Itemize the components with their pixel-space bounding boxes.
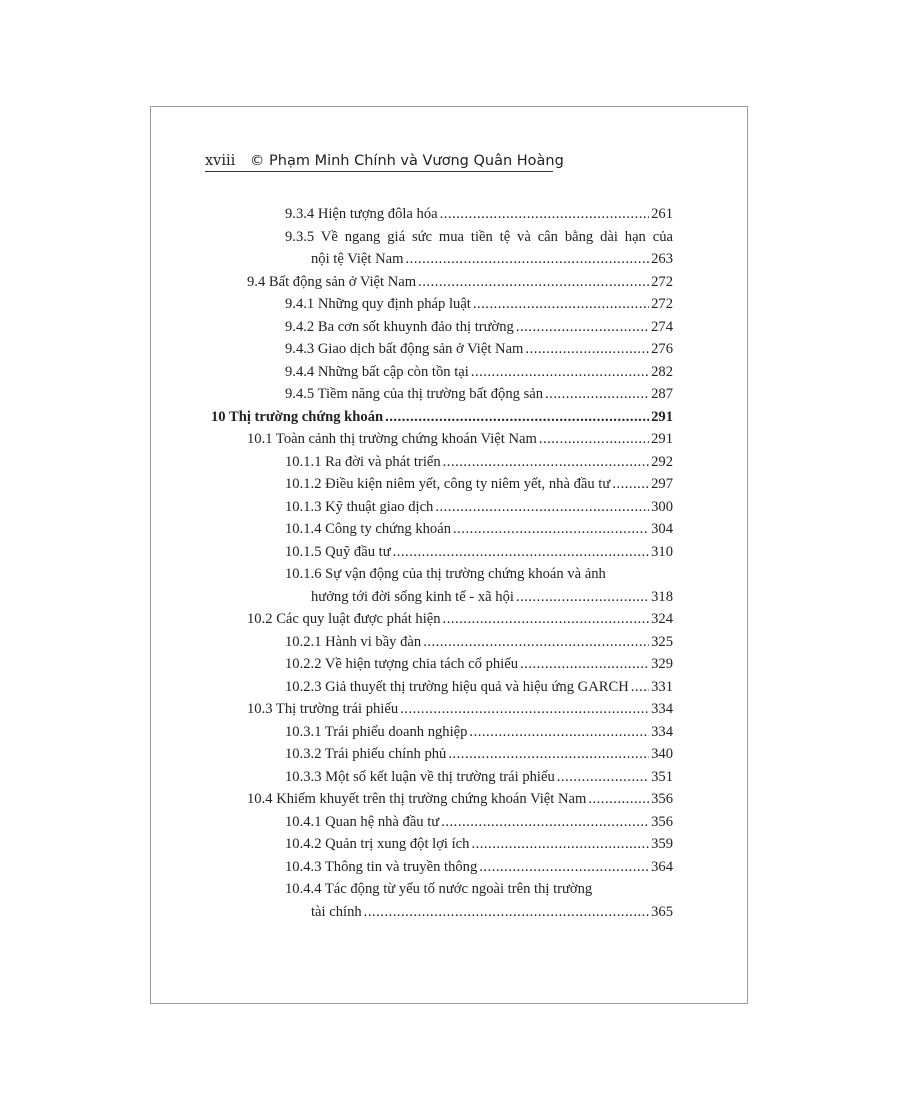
toc-leader-dots: [443, 451, 649, 474]
toc-leader-dots: [423, 631, 649, 654]
toc-page-number: 292: [651, 453, 673, 470]
toc-page-number: 340: [651, 746, 673, 762]
toc-leader-dots: [405, 248, 649, 271]
toc-entry: [151, 203, 749, 226]
toc-entry: [151, 608, 749, 631]
toc-entry: [151, 676, 749, 699]
toc-leader-dots: [385, 406, 649, 429]
toc-entry-continuation: [151, 248, 749, 271]
header-title: © Phạm Minh Chính và Vương Quân Hoàng: [249, 153, 564, 169]
toc-page-number: 334: [651, 723, 673, 740]
toc-entry: [151, 226, 749, 249]
toc-entry: [151, 451, 749, 474]
toc-page-number: 324: [651, 611, 673, 627]
toc-page-number: 325: [651, 633, 673, 650]
toc-entry-title: 9.4.4 Những bất cập còn tồn tại: [285, 363, 469, 380]
toc-leader-dots: [539, 428, 649, 451]
toc-entry: [151, 293, 749, 316]
toc-entry-title: 9.4 Bất động sản ở Việt Nam: [247, 273, 417, 290]
toc-entry-title: 10.4.3 Thông tin và truyền thông: [285, 858, 478, 875]
toc-page-number: 351: [651, 768, 673, 785]
toc-entry-title: 10.1.2 Điều kiện niêm yết, công ty niêm yết, nhà đầu tư: [285, 476, 611, 492]
toc-entry: [151, 698, 749, 721]
toc-entry-title: 9.4.3 Giao dịch bất động sản ở Việt Nam: [285, 341, 524, 357]
toc-entry: [151, 518, 749, 541]
toc-entry-title: 10.2 Các quy luật được phát hiện: [247, 611, 441, 627]
toc-entry: [151, 496, 749, 519]
toc-leader-dots: [479, 856, 649, 879]
toc-entry-title: 10.1 Toàn cảnh thị trường chứng khoán Việt Nam: [247, 431, 537, 447]
toc-leader-dots: [588, 788, 649, 811]
toc-page-number: 291: [651, 431, 673, 447]
toc-entry-title: 10.3 Thị trường trái phiếu: [247, 701, 399, 717]
toc-entry-title: tài chính: [311, 903, 362, 920]
toc-leader-dots: [471, 833, 649, 856]
toc-leader-dots: [545, 383, 649, 406]
toc-entry: [151, 833, 749, 856]
toc-entry-title: 10.1.6 Sự vận động của thị trường chứng khoán và ảnh: [285, 566, 606, 582]
toc-entry-title: 10.2.2 Về hiện tượng chia tách cổ phiếu: [285, 656, 518, 672]
toc-page-number: 297: [651, 476, 673, 492]
toc-leader-dots: [473, 293, 649, 316]
toc-entry-title: 10.4 Khiếm khuyết trên thị trường chứng khoán Việt Nam: [247, 791, 587, 807]
header-page-number: xviii: [205, 153, 236, 169]
toc-entry-title: 10.2.3 Giả thuyết thị trường hiệu quả và hiệu ứng GARCH: [285, 678, 629, 695]
toc-entry: [151, 541, 749, 564]
toc-entry-continuation: [151, 586, 749, 609]
toc-leader-dots: [364, 901, 649, 924]
toc-entry: [151, 631, 749, 654]
toc-leader-dots: [440, 203, 649, 226]
toc-leader-dots: [418, 271, 649, 294]
toc-page-number: 272: [651, 296, 673, 312]
toc-entry: [151, 811, 749, 834]
toc-entry-title: 10.1.1 Ra đời và phát triển: [285, 453, 441, 470]
toc-chapter: [151, 406, 749, 429]
toc-leader-dots: [525, 338, 649, 361]
toc-entry-title: hưởng tới đời sống kinh tế - xã hội: [311, 588, 514, 605]
toc-page-number: 274: [651, 318, 673, 335]
toc-page-number: 365: [651, 903, 673, 920]
toc-entry-title: 10.4.1 Quan hệ nhà đầu tư: [285, 813, 440, 830]
toc-entry: [151, 766, 749, 789]
toc-entry: [151, 856, 749, 879]
toc-leader-dots: [612, 473, 649, 496]
toc-entry: [151, 428, 749, 451]
toc-entry-title: 9.3.5 Về ngang giá sức mua tiền tệ và cân bằng dài hạn của: [285, 228, 673, 245]
toc-page-number: 331: [651, 678, 673, 695]
toc-page-number: 291: [651, 408, 673, 425]
toc-leader-dots: [448, 743, 649, 766]
toc-leader-dots: [443, 608, 650, 631]
toc-entry-title: 10.1.3 Kỹ thuật giao dịch: [285, 498, 434, 515]
toc-entry-title: nội tệ Việt Nam: [311, 251, 404, 267]
toc-page-number: 359: [651, 836, 673, 852]
toc-leader-dots: [520, 653, 649, 676]
toc-leader-dots: [516, 316, 649, 339]
toc-entry-title: 9.3.4 Hiện tượng đôla hóa: [285, 206, 438, 222]
toc-leader-dots: [516, 586, 649, 609]
toc-page-number: 329: [651, 656, 673, 672]
toc-leader-dots: [393, 541, 650, 564]
toc-entry-title: 10.3.3 Một số kết luận về thị trường trái phiếu: [285, 768, 555, 785]
toc-entry: [151, 721, 749, 744]
toc-entry: [151, 338, 749, 361]
toc-page-number: 334: [651, 701, 673, 717]
toc-entry-title: 10.4.2 Quản trị xung đột lợi ích: [285, 836, 470, 852]
toc-entry: [151, 473, 749, 496]
toc-entry-title: 10.1.5 Quỹ đầu tư: [285, 543, 391, 560]
toc-entry: [151, 271, 749, 294]
toc-leader-dots: [441, 811, 649, 834]
toc-leader-dots: [400, 698, 649, 721]
toc-page-number: 287: [651, 386, 673, 402]
toc-entry-continuation: [151, 901, 749, 924]
toc-leader-dots: [469, 721, 649, 744]
toc-page-number: 356: [651, 791, 673, 807]
book-page: [150, 106, 748, 1004]
toc-page-number: 300: [651, 498, 673, 515]
toc-entry: [151, 878, 749, 901]
toc-entry: [151, 316, 749, 339]
toc-leader-dots: [471, 361, 649, 384]
table-of-contents: [151, 203, 749, 923]
toc-entry-title: 10 Thị trường chứng khoán: [211, 408, 384, 425]
toc-entry-title: 10.2.1 Hành vi bầy đàn: [285, 633, 422, 650]
toc-entry: [151, 383, 749, 406]
toc-page-number: 261: [651, 206, 673, 222]
toc-entry: [151, 743, 749, 766]
toc-page-number: 272: [651, 273, 673, 290]
toc-entry-title: 9.4.1 Những quy định pháp luật: [285, 296, 471, 312]
toc-leader-dots: [435, 496, 649, 519]
toc-entry: [151, 653, 749, 676]
toc-entry-title: 10.4.4 Tác động từ yếu tố nước ngoài trên thị trường: [285, 881, 593, 897]
toc-page-number: 364: [651, 858, 673, 875]
toc-entry-title: 9.4.5 Tiềm năng của thị trường bất động sản: [285, 386, 544, 402]
toc-page-number: 356: [651, 813, 673, 830]
toc-entry: [151, 361, 749, 384]
toc-entry-title: 10.3.2 Trái phiếu chính phủ: [285, 746, 447, 762]
toc-leader-dots: [453, 518, 649, 541]
toc-page-number: 318: [651, 588, 673, 605]
toc-entry-title: 10.3.1 Trái phiếu doanh nghiệp: [285, 723, 468, 740]
toc-page-number: 282: [651, 363, 673, 380]
toc-entry-title: 9.4.2 Ba cơn sốt khuynh đảo thị trường: [285, 318, 514, 335]
toc-page-number: 276: [651, 341, 673, 357]
toc-entry: [151, 788, 749, 811]
toc-page-number: 310: [651, 543, 673, 560]
toc-entry-title: 10.1.4 Công ty chứng khoán: [285, 521, 451, 537]
toc-leader-dots: [631, 676, 649, 699]
toc-page-number: 263: [651, 251, 673, 267]
running-header: [205, 153, 564, 172]
toc-entry: [151, 563, 749, 586]
toc-page-number: 304: [651, 521, 673, 537]
toc-leader-dots: [557, 766, 649, 789]
